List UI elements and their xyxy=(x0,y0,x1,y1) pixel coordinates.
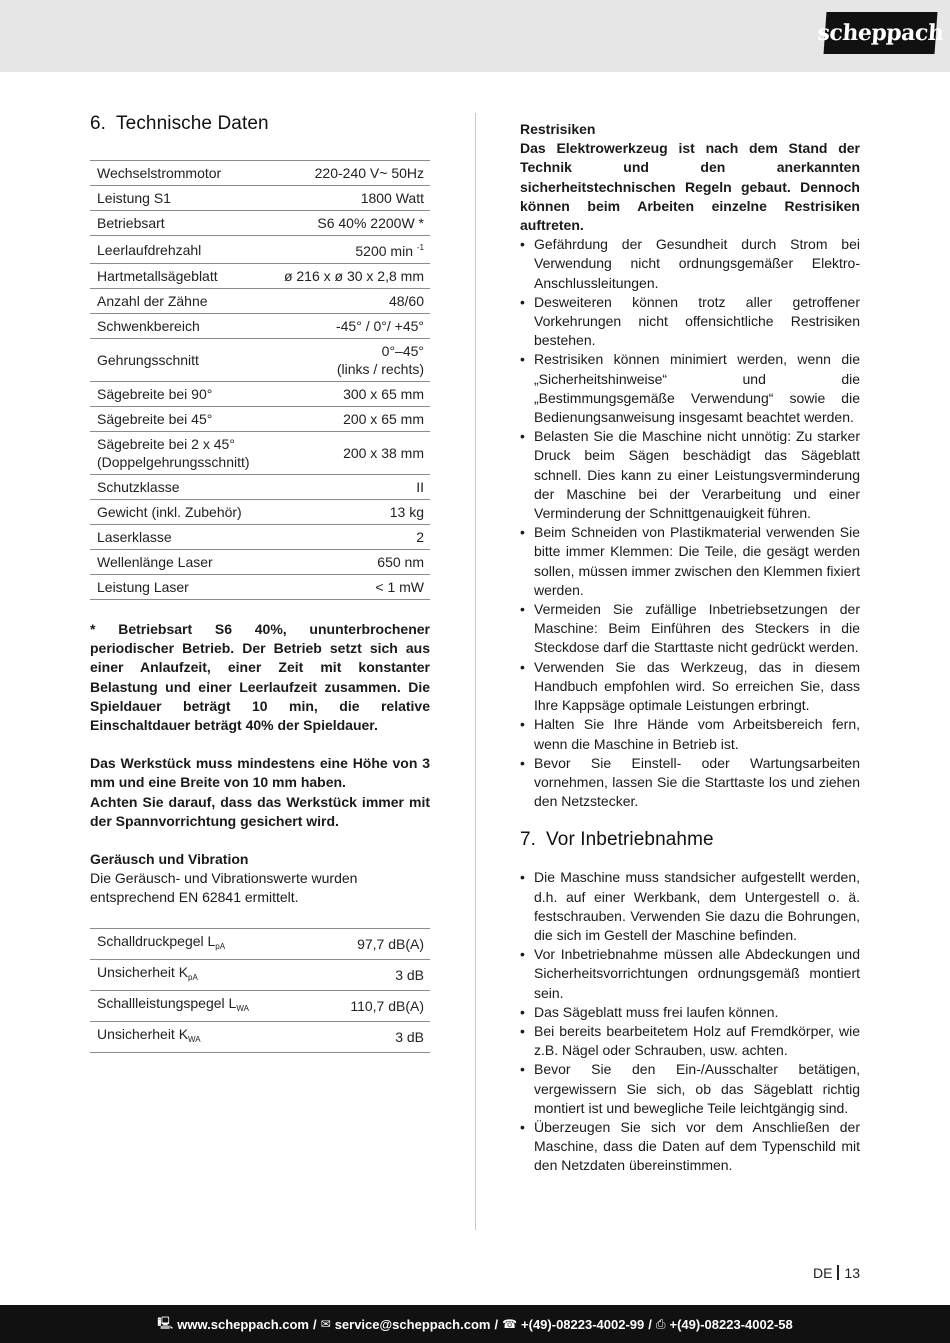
spec-label: Hartmetallsägeblatt xyxy=(90,264,267,289)
footer-phone[interactable]: +(49)-08223-4002-99 xyxy=(521,1316,645,1332)
header-bar xyxy=(0,0,950,72)
phone-icon: ☎ xyxy=(502,1317,518,1331)
footer-fax: +(49)-08223-4002-58 xyxy=(669,1316,793,1332)
technical-data-table xyxy=(90,160,430,600)
list-item: • Vermeiden Sie zufällige Inbetriebsetzungen der Maschine: Beim Einführen des Steckers in die Steckdose darf die Starttaste nicht gedrückt werden. xyxy=(520,600,860,658)
list-item: • Vor Inbetriebnahme müssen alle Abdeckungen und Sicherheitsvorrichtungen ordnungsgemäß montiert sein. xyxy=(520,945,860,1003)
section-title: Technische Daten xyxy=(116,113,269,134)
spec-label: Leerlaufdrehzahl xyxy=(90,236,267,264)
spec-value: 200 x 65 mm xyxy=(267,407,430,432)
workpiece-clamp-note: Achten Sie darauf, dass das Werkstück immer mit der Spannvorrichtung gesichert wird. xyxy=(90,793,430,829)
mail-icon: ✉ xyxy=(320,1317,331,1331)
section-6-heading xyxy=(90,113,430,135)
spec-value: < 1 mW xyxy=(267,575,430,600)
list-item: • Überzeugen Sie sich vor dem Anschließen der Maschine, dass die Daten auf dem Typenschild mit den Netzdaten übereinstimmen. xyxy=(520,1118,860,1176)
footer-website[interactable]: www.scheppach.com xyxy=(177,1316,309,1332)
noise-label-cell xyxy=(90,928,314,959)
spec-label: Sägebreite bei 90° xyxy=(90,382,267,407)
residual-risks-heading: Restrisiken xyxy=(520,121,596,137)
spec-label-line2: (Doppelgehrungsschnitt) xyxy=(97,454,250,470)
footer-separator: / xyxy=(313,1316,317,1332)
noise-table xyxy=(90,928,430,1053)
table-row xyxy=(90,959,430,990)
spec-value: 650 nm xyxy=(267,550,430,575)
spec-value: 1800 Watt xyxy=(267,186,430,211)
residual-risks-intro: Das Elektrowerkzeug ist nach dem Stand der Technik und den anerkannten sicherheitstechnischen Regeln gebaut. Dennoch können beim Arbeiten einzelne Restrisiken auftreten. xyxy=(520,140,860,234)
table-row xyxy=(90,407,430,432)
table-row xyxy=(90,264,430,289)
workpiece-size-note: Das Werkstück muss mindestens eine Höhe von 3 mm und eine Breite von 10 mm haben. xyxy=(90,755,430,791)
spec-label: Schutzklasse xyxy=(90,475,267,500)
noise-label-subscript: pA xyxy=(188,972,198,982)
list-item: • Das Sägeblatt muss frei laufen können. xyxy=(520,1003,860,1022)
noise-label: Unsicherheit K xyxy=(97,1025,189,1042)
footer-bar xyxy=(0,1305,950,1343)
list-item: • Gefährdung der Gesundheit durch Strom bei Verwendung nicht ordnungsgemäßer Elektro-Anschlussleitungen. xyxy=(520,235,860,293)
table-row xyxy=(90,161,430,186)
noise-value: 97,7 dB(A) xyxy=(314,928,430,959)
table-row xyxy=(90,500,430,525)
spec-label: Anzahl der Zähne xyxy=(90,289,267,314)
section-7-heading xyxy=(520,829,860,851)
table-row xyxy=(90,525,430,550)
list-item: • Die Maschine muss standsicher aufgestellt werden, d.h. auf einer Werkbank, dem Untergestell o. ä. festschrauben. Verwenden Sie dazu die Bohrungen, die sich im Gestell der Maschine befinden. xyxy=(520,868,860,945)
spec-value: 13 kg xyxy=(267,500,430,525)
spec-label-cell xyxy=(90,432,267,475)
section-number: 7. xyxy=(520,829,537,851)
page-number-separator xyxy=(837,1265,839,1280)
table-row xyxy=(90,1021,430,1052)
before-startup-list xyxy=(520,868,860,1175)
spec-label: Wellenlänge Laser xyxy=(90,550,267,575)
spec-unit-exponent: -1 xyxy=(416,243,424,252)
noise-label: Unsicherheit K xyxy=(97,963,189,980)
table-row xyxy=(90,928,430,959)
fax-icon: ⎙ xyxy=(655,1316,666,1331)
left-column xyxy=(90,113,430,1053)
list-item: • Restrisiken können minimiert werden, wenn die „Sicherheitshinweise“ und die „Bestimmungsgemäße Verwendung“ sowie die Bedienungsanweisung insgesamt beachtet werden. xyxy=(520,350,860,427)
noise-text: Die Geräusch- und Vibrationswerte wurden entsprechend EN 62841 ermittelt. xyxy=(90,870,358,906)
spec-value: 48/60 xyxy=(267,289,430,314)
spec-label: Gewicht (inkl. Zubehör) xyxy=(90,500,267,525)
list-item: • Desweiteren können trotz aller getroffener Vorkehrungen nicht offensichtliche Restrisiken bestehen. xyxy=(520,293,860,351)
noise-label-cell xyxy=(90,959,314,990)
page-language: DE xyxy=(812,1265,833,1281)
noise-label-subscript: WA xyxy=(236,1003,249,1013)
spec-value: 200 x 38 mm xyxy=(267,432,430,475)
table-row xyxy=(90,382,430,407)
spec-label: Betriebsart xyxy=(90,211,267,236)
table-row xyxy=(90,314,430,339)
footer-email[interactable]: service@scheppach.com xyxy=(334,1316,491,1332)
noise-value: 110,7 dB(A) xyxy=(314,990,430,1021)
noise-value: 3 dB xyxy=(314,1021,430,1052)
list-item: • Bei bereits bearbeitetem Holz auf Fremdkörper, wie z.B. Nägel oder Schrauben, usw. achten. xyxy=(520,1022,860,1060)
table-row xyxy=(90,186,430,211)
noise-label-subscript: pA xyxy=(215,941,226,951)
list-item: • Bevor Sie Einstell- oder Wartungsarbeiten vornehmen, lassen Sie die Starttaste los und ziehen den Netzstecker. xyxy=(520,754,860,812)
spec-label: Sägebreite bei 45° xyxy=(90,407,267,432)
residual-risks-list xyxy=(520,235,860,811)
page-number xyxy=(813,1265,860,1281)
list-item: • Belasten Sie die Maschine nicht unnötig: Zu starker Druck beim Sägen beschädigt das Sägeblatt schnell. Dies kann zu einer Leistungsverminderung der Maschine bei der Verarbeitung und einer Verminderung der Schnittgenauigkeit führen. xyxy=(520,427,860,523)
spec-label: Wechselstrommotor xyxy=(90,161,267,186)
section-title: Vor Inbetriebnahme xyxy=(546,829,714,851)
spec-value: -45° / 0°/ +45° xyxy=(267,314,430,339)
spec-label: Gehrungsschnitt xyxy=(90,339,267,382)
table-row xyxy=(90,211,430,236)
table-row xyxy=(90,432,430,475)
right-column xyxy=(520,113,860,1176)
spec-value: 300 x 65 mm xyxy=(267,382,430,407)
column-divider xyxy=(475,113,476,1230)
spec-value: S6 40% 2200W * xyxy=(267,211,430,236)
spec-value-line2: (links / rechts) xyxy=(336,361,424,377)
table-row xyxy=(90,990,430,1021)
scheppach-logo: scheppach xyxy=(824,12,938,54)
list-item: • Halten Sie Ihre Hände vom Arbeitsbereich fern, wenn die Maschine in Betrieb ist. xyxy=(520,715,860,753)
table-row xyxy=(90,475,430,500)
spec-value: 220-240 V~ 50Hz xyxy=(267,161,430,186)
spec-value: 5200 min xyxy=(355,243,413,259)
list-item: • Bevor Sie den Ein-/Ausschalter betätigen, vergewissern Sie sich, ob das Sägeblatt richtig montiert ist und bewegliche Teile leichtgängig sind. xyxy=(520,1060,860,1118)
spec-label: Sägebreite bei 2 x 45° xyxy=(97,436,235,452)
spec-value: II xyxy=(267,475,430,500)
noise-label-subscript: WA xyxy=(188,1034,201,1044)
operating-mode-note: * Betriebsart S6 40%, ununterbrochener periodischer Betrieb. Der Betrieb setzt sich aus einer Anlaufzeit, einer Zeit mit konstanter Belastung und einer Leerlaufzeit zusammen. Die Spieldauer beträgt 10 min, die relative Einschaltdauer beträgt 40% der Spieldauer. xyxy=(90,621,430,734)
list-item: • Verwenden Sie das Werkzeug, das in diesem Handbuch empfohlen wird. So erreichen Sie, dass Ihre Kappsäge optimale Leistungen erbringt. xyxy=(520,658,860,716)
table-row xyxy=(90,289,430,314)
spec-label: Leistung S1 xyxy=(90,186,267,211)
spec-label: Leistung Laser xyxy=(90,575,267,600)
spec-label: Schwenkbereich xyxy=(90,314,267,339)
spec-value: 0°–45° xyxy=(381,343,424,359)
noise-label-cell xyxy=(90,990,314,1021)
spec-value: ø 216 x ø 30 x 2,8 mm xyxy=(267,264,430,289)
noise-heading: Geräusch und Vibration xyxy=(90,851,249,868)
spec-value: 2 xyxy=(267,525,430,550)
list-item: • Beim Schneiden von Plastikmaterial verwenden Sie bitte immer Klemmen: Die Teile, die gesägt werden sollen, müssen immer zwischen den Klemmen fixiert werden. xyxy=(520,523,860,600)
footer-separator: / xyxy=(648,1316,652,1332)
spec-value-cell xyxy=(267,236,430,264)
spec-value-cell xyxy=(267,339,430,382)
spec-label: Laserklasse xyxy=(90,525,267,550)
table-row xyxy=(90,550,430,575)
table-row xyxy=(90,236,430,264)
computer-icon: 🖳 xyxy=(157,1315,174,1330)
page-number-value: 13 xyxy=(844,1265,860,1281)
table-row xyxy=(90,575,430,600)
noise-label: Schallleistungspegel L xyxy=(97,994,237,1011)
noise-value: 3 dB xyxy=(314,959,430,990)
table-row xyxy=(90,339,430,382)
noise-label: Schalldruckpegel L xyxy=(97,932,216,949)
noise-label-cell xyxy=(90,1021,314,1052)
footer-separator: / xyxy=(494,1316,499,1332)
section-number: 6. xyxy=(90,113,107,134)
